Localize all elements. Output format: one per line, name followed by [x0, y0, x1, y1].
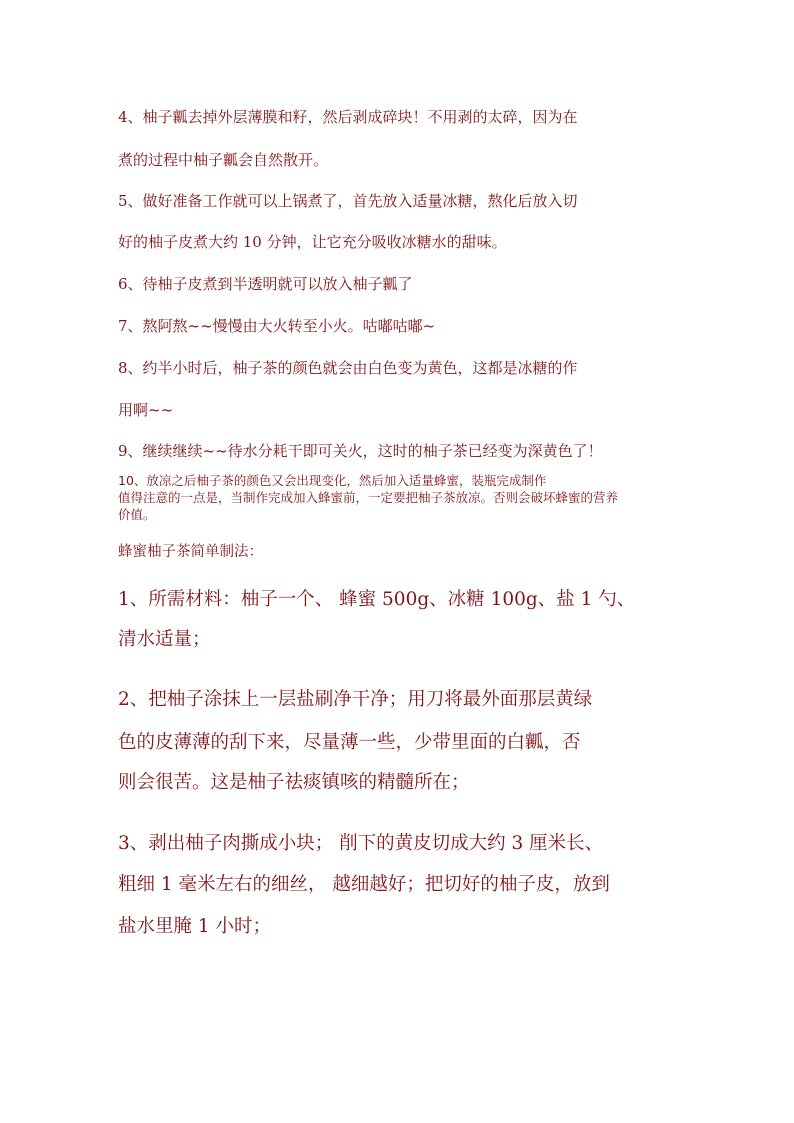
step-8-line-1: 8、约半小时后，柚子茶的颜色就会由白色变为黄色，这都是冰糖的作 — [118, 359, 578, 377]
step-6-line: 6、待柚子皮煮到半透明就可以放入柚子瓤了 — [118, 275, 413, 293]
step-9-line: 9、继续继续~~待水分耗干即可关火，这时的柚子茶已经变为深黄色了！ — [118, 442, 603, 460]
method-3-line-3: 盐水里腌 1 小时； — [118, 916, 272, 937]
step-5-line-1: 5、做好准备工作就可以上锅煮了，首先放入适量冰糖，熬化后放入切 — [118, 192, 578, 210]
material-line-2: 清水适量； — [118, 629, 211, 650]
method-2-line-2: 色的皮薄薄的刮下来，尽量薄一些，少带里面的白瓤，否 — [118, 732, 581, 753]
method-2-line-1: 2、把柚子涂抹上一层盐刷净干净；用刀将最外面那层黄绿 — [118, 689, 593, 710]
step-8-line-2: 用啊~~ — [118, 401, 174, 419]
step-4-line-1: 4、柚子瓤去掉外层薄膜和籽，然后剥成碎块！不用剥的太碎，因为在 — [118, 108, 578, 126]
method-3-line-1: 3、剥出柚子肉撕成小块； 削下的黄皮切成大约 3 厘米长、 — [118, 833, 604, 854]
note-line-1: 值得注意的一点是，当制作完成加入蜂蜜前，一定要把柚子茶放凉。否则会破坏蜂蜜的营养 — [118, 490, 619, 505]
material-line-1: 1、所需材料：柚子一个、 蜂蜜 500g、冰糖 100g、盐 1 勺、 — [118, 589, 636, 610]
subheading: 蜂蜜柚子茶简单制法： — [118, 544, 263, 560]
method-3-line-2: 粗细 1 毫米左右的细丝， 越细越好；把切好的柚子皮，放到 — [118, 874, 610, 895]
step-5-line-2: 好的柚子皮煮大约 10 分钟，让它充分吸收冰糖水的甜味。 — [118, 233, 507, 251]
step-4-line-2: 煮的过程中柚子瓤会自然散开。 — [118, 151, 329, 169]
method-2-line-3: 则会很苦。这是柚子祛痰镇咳的精髓所在； — [118, 772, 470, 793]
note-line-2: 价值。 — [118, 507, 156, 522]
step-10-line: 10、放凉之后柚子茶的颜色又会出现变化，然后加入适量蜂蜜，装瓶完成制作 — [118, 473, 547, 488]
step-7-line: 7、熬阿熬~~慢慢由大火转至小火。咕嘟咕嘟~ — [118, 317, 436, 335]
